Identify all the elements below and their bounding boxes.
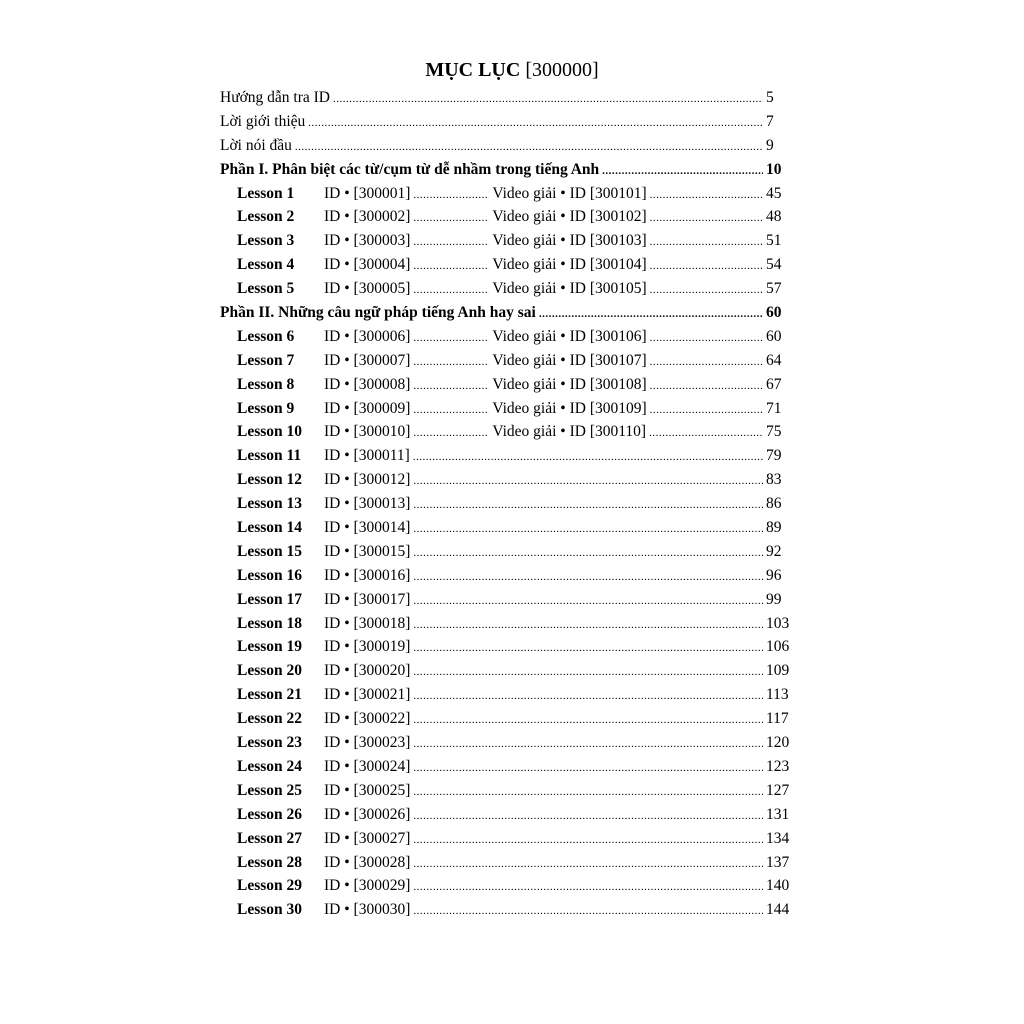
- dot-leader: [413, 827, 763, 853]
- lesson-id: ID • [300020]: [324, 662, 411, 680]
- dot-leader: [413, 612, 763, 638]
- lesson-id: ID • [300017]: [324, 590, 411, 608]
- dot-leader: [413, 253, 489, 279]
- lesson-id: ID • [300025]: [324, 781, 411, 799]
- dot-leader: [413, 205, 489, 231]
- lesson-name: Lesson 21: [237, 686, 303, 704]
- toc-page-number: 5: [766, 89, 774, 106]
- dot-leader: [413, 683, 763, 709]
- toc-page-number: 92: [766, 542, 782, 560]
- lesson-video-id: Video giải • ID [300101]: [492, 184, 647, 202]
- lesson-name: Lesson 20: [237, 662, 303, 680]
- dot-leader: [650, 373, 763, 399]
- toc-page-number: 123: [766, 757, 790, 775]
- toc-lesson-entry[interactable]: [220, 349, 792, 373]
- toc-page-number: 113: [766, 686, 789, 704]
- toc-page-number: 51: [766, 232, 782, 250]
- toc-page-number: 45: [766, 184, 782, 202]
- lesson-id: ID • [300026]: [324, 805, 411, 823]
- lesson-video-id: Video giải • ID [300104]: [492, 256, 647, 274]
- title-text: MỤC LỤC: [425, 59, 521, 81]
- lesson-name: Lesson 17: [237, 590, 303, 608]
- toc-lesson-entry[interactable]: [220, 827, 792, 851]
- toc-entry-guide[interactable]: [220, 86, 792, 110]
- toc-lesson-entry[interactable]: [220, 564, 792, 588]
- dot-leader: [650, 325, 763, 351]
- dot-leader: [413, 397, 489, 423]
- lesson-id: ID • [300008]: [324, 375, 411, 393]
- toc-part-1[interactable]: [220, 158, 792, 182]
- dot-leader: [413, 731, 763, 757]
- toc-lesson-entry[interactable]: [220, 373, 792, 397]
- lesson-name: Lesson 16: [237, 566, 303, 584]
- title-id: [300000]: [525, 59, 599, 81]
- toc-page-number: 57: [766, 280, 782, 298]
- lesson-video-id: Video giải • ID [300105]: [492, 280, 647, 298]
- lesson-name: Lesson 25: [237, 781, 303, 799]
- lesson-name: Lesson 19: [237, 638, 303, 656]
- lesson-id: ID • [300002]: [324, 208, 411, 226]
- dot-leader: [650, 349, 763, 375]
- toc-page-number: 71: [766, 399, 782, 417]
- part-2-lesson-list: [220, 325, 792, 922]
- dot-leader: [413, 659, 763, 685]
- dot-leader: [413, 349, 489, 375]
- dot-leader: [650, 205, 763, 231]
- toc-lesson-entry[interactable]: [220, 468, 792, 492]
- dot-leader: [413, 779, 763, 805]
- toc-entry-label: Lời giới thiệu: [220, 112, 306, 130]
- toc-page-number: 86: [766, 495, 782, 513]
- lesson-name: Lesson 22: [237, 710, 303, 728]
- dot-leader: [413, 803, 763, 829]
- toc-lesson-entry[interactable]: [220, 683, 792, 707]
- toc-page-number: 54: [766, 256, 782, 274]
- lesson-id: ID • [300005]: [324, 280, 411, 298]
- dot-leader: [413, 277, 489, 303]
- dot-leader: [308, 110, 763, 136]
- toc-lesson-entry[interactable]: [220, 253, 792, 277]
- toc-page-number: 89: [766, 519, 782, 537]
- toc-lesson-entry[interactable]: [220, 707, 792, 731]
- dot-leader: [539, 301, 763, 327]
- lesson-name: Lesson 26: [237, 805, 303, 823]
- dot-leader: [295, 134, 763, 160]
- toc-lesson-entry[interactable]: [220, 755, 792, 779]
- lesson-name: Lesson 9: [237, 399, 295, 417]
- toc-lesson-entry[interactable]: [220, 874, 792, 898]
- toc-lesson-entry[interactable]: [220, 229, 792, 253]
- toc-page-number: 75: [766, 423, 782, 441]
- lesson-name: Lesson 14: [237, 519, 303, 537]
- toc-page-number: 96: [766, 566, 782, 584]
- toc-lesson-entry[interactable]: [220, 803, 792, 827]
- toc-lesson-entry[interactable]: [220, 277, 792, 301]
- dot-leader: [413, 516, 763, 542]
- lesson-name: Lesson 27: [237, 829, 303, 847]
- toc-page-number: 109: [766, 662, 790, 680]
- lesson-name: Lesson 3: [237, 232, 295, 250]
- lesson-video-id: Video giải • ID [300106]: [492, 327, 647, 345]
- lesson-id: ID • [300018]: [324, 614, 411, 632]
- toc-page-number: 140: [766, 877, 790, 895]
- lesson-name: Lesson 2: [237, 208, 295, 226]
- dot-leader: [413, 851, 763, 877]
- lesson-video-id: Video giải • ID [300110]: [492, 423, 647, 441]
- dot-leader: [413, 182, 489, 208]
- toc-page-number: 120: [766, 734, 790, 752]
- lesson-id: ID • [300006]: [324, 327, 411, 345]
- toc-lesson-entry[interactable]: [220, 492, 792, 516]
- toc-page-number: 64: [766, 351, 782, 369]
- dot-leader: [413, 540, 763, 566]
- toc-entry-preface[interactable]: [220, 134, 792, 158]
- toc-page-number: 103: [766, 614, 790, 632]
- toc-page-number: 79: [766, 447, 782, 465]
- toc-page-number: 106: [766, 638, 790, 656]
- lesson-name: Lesson 1: [237, 184, 295, 202]
- toc-page-number: 60: [766, 327, 782, 345]
- lesson-name: Lesson 18: [237, 614, 303, 632]
- table-of-contents: [220, 86, 792, 922]
- dot-leader: [650, 397, 763, 423]
- lesson-id: ID • [300003]: [324, 232, 411, 250]
- toc-page-number: 67: [766, 375, 782, 393]
- lesson-video-id: Video giải • ID [300107]: [492, 351, 647, 369]
- dot-leader: [413, 588, 763, 614]
- dot-leader: [413, 898, 763, 924]
- lesson-video-id: Video giải • ID [300108]: [492, 375, 647, 393]
- dot-leader: [650, 277, 763, 303]
- toc-entry-introduction[interactable]: [220, 110, 792, 134]
- toc-page-number: 10: [766, 160, 782, 178]
- lesson-name: Lesson 24: [237, 757, 303, 775]
- toc-entry-label: Hướng dẫn tra ID: [220, 89, 330, 106]
- dot-leader: [413, 444, 763, 470]
- lesson-name: Lesson 10: [237, 423, 303, 441]
- part-1-lesson-list: [220, 182, 792, 301]
- lesson-name: Lesson 11: [237, 447, 302, 465]
- dot-leader: [413, 564, 763, 590]
- toc-page-number: 7: [766, 112, 774, 130]
- dot-leader: [413, 755, 763, 781]
- toc-page-number: 117: [766, 710, 789, 728]
- lesson-id: ID • [300004]: [324, 256, 411, 274]
- lesson-name: Lesson 30: [237, 901, 303, 919]
- toc-lesson-entry[interactable]: [220, 779, 792, 803]
- dot-leader: [650, 253, 763, 279]
- dot-leader: [602, 158, 763, 184]
- toc-lesson-entry[interactable]: [220, 444, 792, 468]
- lesson-name: Lesson 29: [237, 877, 303, 895]
- toc-lesson-entry[interactable]: [220, 612, 792, 636]
- lesson-id: ID • [300022]: [324, 710, 411, 728]
- lesson-id: ID • [300028]: [324, 853, 411, 871]
- toc-lesson-entry[interactable]: [220, 898, 792, 922]
- toc-page-number: 134: [766, 829, 790, 847]
- lesson-id: ID • [300014]: [324, 519, 411, 537]
- lesson-id: ID • [300029]: [324, 877, 411, 895]
- lesson-video-id: Video giải • ID [300102]: [492, 208, 647, 226]
- page-title: [0, 56, 1024, 84]
- lesson-id: ID • [300009]: [324, 399, 411, 417]
- lesson-id: ID • [300027]: [324, 829, 411, 847]
- dot-leader: [650, 182, 763, 208]
- toc-lesson-entry[interactable]: [220, 588, 792, 612]
- toc-lesson-entry[interactable]: [220, 851, 792, 875]
- lesson-id: ID • [300023]: [324, 734, 411, 752]
- lesson-name: Lesson 13: [237, 495, 303, 513]
- lesson-name: Lesson 5: [237, 280, 295, 298]
- toc-lesson-entry[interactable]: [220, 397, 792, 421]
- lesson-video-id: Video giải • ID [300103]: [492, 232, 647, 250]
- lesson-id: ID • [300030]: [324, 901, 411, 919]
- toc-lesson-entry[interactable]: [220, 659, 792, 683]
- dot-leader: [413, 635, 763, 661]
- dot-leader: [413, 325, 489, 351]
- dot-leader: [649, 420, 763, 446]
- lesson-id: ID • [300021]: [324, 686, 411, 704]
- toc-lesson-entry[interactable]: [220, 731, 792, 755]
- lesson-name: Lesson 12: [237, 471, 303, 489]
- toc-lesson-entry[interactable]: [220, 182, 792, 206]
- dot-leader: [413, 874, 763, 900]
- toc-page-number: 99: [766, 590, 782, 608]
- toc-lesson-entry[interactable]: [220, 516, 792, 540]
- toc-part-2[interactable]: [220, 301, 792, 325]
- part-heading: Phần II. Những câu ngữ pháp tiếng Anh hay sai: [220, 304, 536, 322]
- dot-leader: [413, 468, 763, 494]
- lesson-id: ID • [300007]: [324, 351, 411, 369]
- dot-leader: [413, 373, 489, 399]
- toc-page-number: 131: [766, 805, 790, 823]
- toc-page-number: 83: [766, 471, 782, 489]
- toc-lesson-entry[interactable]: [220, 325, 792, 349]
- toc-page-number: 127: [766, 781, 790, 799]
- dot-leader: [650, 229, 763, 255]
- dot-leader: [413, 492, 763, 518]
- lesson-name: Lesson 23: [237, 734, 303, 752]
- lesson-name: Lesson 8: [237, 375, 295, 393]
- lesson-video-id: Video giải • ID [300109]: [492, 399, 647, 417]
- toc-lesson-entry[interactable]: [220, 420, 792, 444]
- lesson-id: ID • [300010]: [324, 423, 411, 441]
- toc-lesson-entry[interactable]: [220, 205, 792, 229]
- toc-page-number: 60: [766, 304, 782, 322]
- lesson-id: ID • [300013]: [324, 495, 411, 513]
- lesson-name: Lesson 4: [237, 256, 295, 274]
- toc-page-number: 48: [766, 208, 782, 226]
- lesson-name: Lesson 28: [237, 853, 303, 871]
- toc-lesson-entry[interactable]: [220, 635, 792, 659]
- dot-leader: [413, 420, 489, 446]
- lesson-name: Lesson 6: [237, 327, 295, 345]
- lesson-id: ID • [300019]: [324, 638, 411, 656]
- lesson-name: Lesson 7: [237, 351, 295, 369]
- lesson-id: ID • [300016]: [324, 566, 411, 584]
- lesson-id: ID • [300015]: [324, 542, 411, 560]
- toc-page-number: 144: [766, 901, 790, 919]
- toc-entry-label: Lời nói đầu: [220, 136, 292, 154]
- lesson-name: Lesson 15: [237, 542, 303, 560]
- lesson-id: ID • [300012]: [324, 471, 411, 489]
- toc-page-number: 9: [766, 136, 774, 154]
- lesson-id: ID • [300001]: [324, 184, 411, 202]
- lesson-id: ID • [300011]: [324, 447, 410, 465]
- toc-page-number: 137: [766, 853, 790, 871]
- part-heading: Phần I. Phân biệt các từ/cụm từ dễ nhầm trong tiếng Anh: [220, 160, 600, 178]
- dot-leader: [413, 707, 763, 733]
- dot-leader: [333, 86, 763, 112]
- dot-leader: [413, 229, 489, 255]
- toc-lesson-entry[interactable]: [220, 540, 792, 564]
- lesson-id: ID • [300024]: [324, 757, 411, 775]
